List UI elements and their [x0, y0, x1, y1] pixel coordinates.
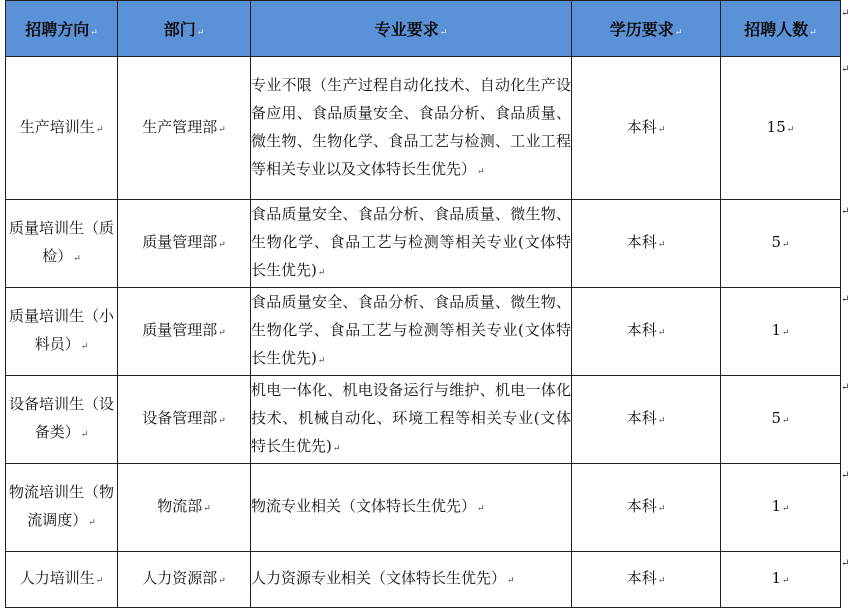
- paragraph-mark-icon: ↵: [657, 328, 666, 338]
- cell-education: 本科↵: [572, 200, 721, 288]
- paragraph-mark-icon: ↵: [317, 268, 326, 278]
- paragraph-mark-icon: ↵: [88, 518, 96, 528]
- paragraph-mark-icon: ↵: [218, 576, 226, 586]
- paragraph-mark-icon: ↵: [80, 342, 89, 352]
- header-direction: 招聘方向↵: [6, 1, 118, 57]
- table-row: [6, 376, 841, 464]
- paragraph-mark-icon: ↵: [657, 124, 666, 135]
- table-row: [6, 464, 841, 552]
- paragraph-mark-icon: ↵: [317, 356, 326, 366]
- row-end-mark-icon: ↵: [841, 64, 849, 75]
- cell-major: 人力资源专业相关（文体特长生优先）↵: [251, 552, 572, 608]
- cell-department: 设备管理部↵: [118, 376, 251, 464]
- cell-headcount: 5↵: [721, 376, 841, 464]
- cell-department: 质量管理部↵: [118, 288, 251, 376]
- row-end-mark-icon: ↵: [841, 294, 849, 305]
- cell-department: 人力资源部↵: [118, 552, 251, 608]
- cell-major: 专业不限（生产过程自动化技术、自动化生产设备应用、食品质量安全、食品分析、食品质量、微生物、生物化学、食品工艺与检测、工业工程等相关专业以及文体特长生优先）↵: [251, 57, 572, 200]
- cell-direction: 设备培训生（设备类）↵: [6, 376, 118, 464]
- cell-direction: 质量培训生（小料员）↵: [6, 288, 118, 376]
- paragraph-mark-icon: ↵: [782, 328, 790, 338]
- paragraph-mark-icon: ↵: [507, 576, 515, 586]
- cell-major: 食品质量安全、食品分析、食品质量、微生物、生物化学、食品工艺与检测等相关专业(文体特长生优先)↵: [251, 200, 572, 288]
- cell-education: 本科↵: [572, 288, 721, 376]
- paragraph-mark-icon: ↵: [657, 576, 666, 586]
- row-end-mark-icon: ↵: [841, 206, 849, 217]
- cell-education: 本科↵: [572, 464, 721, 552]
- cell-major: 机电一体化、机电设备运行与维护、机电一体化技术、机械自动化、环境工程等相关专业(文体特长生优先)↵: [251, 376, 572, 464]
- paragraph-mark-icon: ↵: [218, 124, 226, 135]
- paragraph-mark-icon: ↵: [657, 416, 666, 426]
- paragraph-mark-icon: ↵: [90, 28, 98, 38]
- paragraph-mark-icon: ↵: [782, 504, 790, 514]
- cell-major: 物流专业相关（文体特长生优先）↵: [251, 464, 572, 552]
- cell-direction: 人力培训生↵: [6, 552, 118, 608]
- paragraph-mark-icon: ↵: [218, 416, 226, 426]
- paragraph-mark-icon: ↵: [73, 254, 81, 264]
- row-end-mark-icon: ↵: [841, 558, 849, 569]
- paragraph-mark-icon: ↵: [95, 124, 104, 135]
- paragraph-mark-icon: ↵: [657, 240, 666, 250]
- cell-department: 质量管理部↵: [118, 200, 251, 288]
- cell-headcount: 5↵: [721, 200, 841, 288]
- row-end-mark-icon: ↵: [841, 8, 849, 19]
- row-end-mark-icon: ↵: [841, 382, 849, 393]
- cell-headcount: 1↵: [721, 464, 841, 552]
- table-row: [6, 57, 841, 200]
- table-row: [6, 552, 841, 608]
- paragraph-mark-icon: ↵: [477, 504, 485, 514]
- paragraph-mark-icon: ↵: [332, 444, 341, 454]
- paragraph-mark-icon: ↵: [80, 430, 89, 440]
- recruitment-table: [5, 0, 841, 608]
- table-row: [6, 288, 841, 376]
- row-end-mark-icon: ↵: [841, 470, 849, 481]
- paragraph-mark-icon: ↵: [782, 576, 790, 586]
- cell-education: 本科↵: [572, 376, 721, 464]
- cell-direction: 质量培训生（质检）↵: [6, 200, 118, 288]
- paragraph-mark-icon: ↵: [196, 28, 205, 38]
- cell-direction: 物流培训生（物流调度）↵: [6, 464, 118, 552]
- paragraph-mark-icon: ↵: [95, 576, 104, 586]
- paragraph-mark-icon: ↵: [674, 28, 683, 38]
- cell-department: 物流部↵: [118, 464, 251, 552]
- paragraph-mark-icon: ↵: [203, 504, 211, 514]
- paragraph-mark-icon: ↵: [782, 240, 790, 250]
- paragraph-mark-icon: ↵: [477, 166, 485, 177]
- cell-major: 食品质量安全、食品分析、食品质量、微生物、生物化学、食品工艺与检测等相关专业(文体特长生优先)↵: [251, 288, 572, 376]
- paragraph-mark-icon: ↵: [439, 28, 448, 38]
- cell-education: 本科↵: [572, 552, 721, 608]
- paragraph-mark-icon: ↵: [809, 28, 817, 38]
- cell-education: 本科↵: [572, 57, 721, 200]
- paragraph-mark-icon: ↵: [786, 124, 795, 135]
- cell-headcount: 1↵: [721, 552, 841, 608]
- table-header-row: [6, 1, 841, 57]
- cell-department: 生产管理部↵: [118, 57, 251, 200]
- cell-headcount: 15↵: [721, 57, 841, 200]
- header-major: 专业要求↵: [251, 1, 572, 57]
- cell-headcount: 1↵: [721, 288, 841, 376]
- cell-direction: 生产培训生↵: [6, 57, 118, 200]
- paragraph-mark-icon: ↵: [657, 504, 666, 514]
- table-row: [6, 200, 841, 288]
- paragraph-mark-icon: ↵: [218, 328, 226, 338]
- header-department: 部门↵: [118, 1, 251, 57]
- paragraph-mark-icon: ↵: [782, 416, 790, 426]
- paragraph-mark-icon: ↵: [218, 240, 226, 250]
- header-headcount: 招聘人数↵: [721, 1, 841, 57]
- header-education: 学历要求↵: [572, 1, 721, 57]
